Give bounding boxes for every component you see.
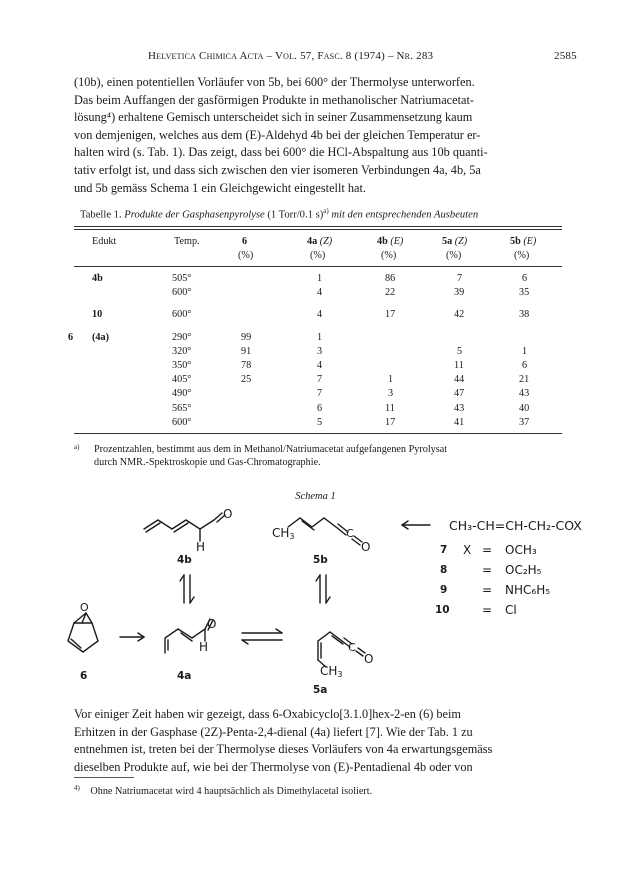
compound-label-5b: 5b	[313, 554, 328, 566]
table-cell: 1	[317, 273, 323, 284]
schema-title: Schema 1	[295, 491, 336, 502]
x-list-equals: =	[482, 603, 493, 617]
header-5b: 5b (E)	[510, 236, 537, 247]
atom-O-4a: O	[207, 617, 217, 631]
table-cell: 6	[522, 360, 528, 371]
table-cell: 320°	[172, 345, 192, 357]
equilibrium-4b-4a	[180, 575, 194, 603]
table-caption-conditions: (1 Torr/0.1 s)	[267, 209, 324, 221]
table-cell: 7	[457, 273, 463, 284]
table-caption-rest: mit den entsprechenden Ausbeuten	[331, 209, 479, 221]
atom-CH3-5b: $CH_3$	[272, 526, 295, 541]
header-6-unit: (%)	[238, 250, 254, 261]
journal-header: Helvetica Chimica Acta – Vol. 57, Fasc. 8 (1974) – Nr. 283	[148, 50, 434, 62]
text-line: Das beim Auffangen der gasförmigen Produkte in methanolischer Natriumacetat-	[74, 92, 474, 107]
header-6: 6	[242, 236, 248, 247]
x-list-number: 7	[440, 544, 448, 556]
atom-O-5b: O	[361, 540, 371, 554]
header-4b: 4b (E)	[377, 236, 404, 247]
table-cell: 78	[241, 360, 252, 371]
table-cell: 38	[519, 309, 530, 321]
table-caption-label: Tabelle 1.	[80, 209, 122, 221]
table-header-rule	[74, 266, 562, 267]
text-line: dieselben Produkte auf, wie bei der Thermolyse von (E)-Pentadienal 4b oder von	[74, 759, 473, 774]
table-top-rule	[74, 226, 562, 227]
x-list-number: 8	[440, 564, 448, 576]
table-cell: 405°	[172, 374, 192, 386]
text-line: von demjenigen, welches aus dem (E)-Aldehyd 4b bei der gleichen Temperatur er-	[74, 127, 481, 142]
header-4a-unit: (%)	[310, 250, 326, 261]
atom-O-4b: O	[223, 507, 233, 521]
table-footnote-line: durch NMR.-Spektroskopie und Gas-Chromatographie.	[94, 457, 321, 468]
header-temp: Temp.	[174, 236, 200, 247]
text-line: tativ erfolgt ist, und dass sich zwischen den vier isomeren Verbindungen 4a, 4b, 5a	[74, 162, 481, 177]
page-footnote	[74, 782, 372, 798]
compound-label-6: 6	[80, 670, 88, 682]
table-cell: 5	[457, 345, 463, 357]
text-line: und 5b gemäss Schema 1 ein Gleichgewicht eingestellt hat.	[74, 180, 366, 195]
table-cell: 39	[454, 287, 465, 299]
table-top-rule-double	[74, 229, 562, 230]
table-cell: 565°	[172, 402, 192, 414]
table-cell: 99	[241, 331, 252, 343]
header-5b-unit: (%)	[514, 250, 530, 261]
table-cell: 1	[388, 374, 394, 386]
structure-6	[68, 613, 98, 652]
atom-C-5b: C	[346, 527, 354, 540]
table-cell: 25	[241, 374, 252, 386]
table-cell: 41	[454, 416, 465, 428]
text-line: entnehmen ist, treten bei der Thermolyse dieses Vorläufers von 4a erwartungsgemäss	[74, 742, 493, 757]
atom-O-6: O	[80, 601, 89, 614]
table-caption-title: Produkte der Gasphasenpyrolyse	[124, 209, 265, 221]
general-formula: CH₃-CH=CH-CH₂-COX	[449, 518, 582, 533]
compound-label-4a: 4a	[177, 670, 192, 682]
table-cell: 600°	[172, 287, 192, 299]
x-list-symbol: X	[463, 543, 472, 557]
footnote-text: Ohne Natriumacetat wird 4 hauptsächlich als Dimethylacetal isoliert.	[90, 786, 373, 798]
table-cell: 4	[317, 309, 323, 321]
table-cell: 505°	[172, 273, 192, 284]
x-list-equals: =	[482, 543, 493, 557]
equilibrium-5b-5a	[316, 575, 330, 603]
table-cell: 17	[385, 309, 396, 321]
header-4b-unit: (%)	[381, 250, 397, 261]
header-4a: 4a (Z)	[307, 236, 333, 247]
table-cell: 35	[519, 287, 530, 299]
table-cell: 1	[522, 345, 528, 357]
table-cell: 6	[522, 273, 528, 284]
x-list-value: OC₂H₅	[505, 563, 542, 577]
table-cell: 47	[454, 388, 465, 400]
atom-CH3-5a: $CH_3$	[320, 664, 343, 679]
x-list-number: 10	[435, 604, 450, 616]
text-line: Erhitzen in der Gasphase (2Z)-Penta-2,4-dienal (4a) liefert [7]. Wie der Tab. 1 zu	[74, 724, 473, 739]
text-line: (10b), einen potentiellen Vorläufer von 5b, bei 600° der Thermolyse unterworfen.	[74, 75, 475, 89]
table-cell: 3	[388, 388, 394, 400]
x-list-value: NHC₆H₅	[505, 583, 551, 597]
table-cell: 4	[317, 360, 323, 371]
table-cell: 290°	[172, 331, 192, 343]
table-cell: 350°	[172, 360, 192, 371]
edukt-label: 10	[92, 309, 103, 321]
table-caption	[80, 207, 478, 221]
table-cell: 22	[385, 287, 396, 299]
table-cell: 600°	[172, 416, 192, 428]
table-cell: 7	[317, 388, 323, 400]
table-cell: 42	[454, 309, 465, 321]
table-caption-mark: a)	[323, 207, 329, 215]
header-5a-unit: (%)	[446, 250, 462, 261]
structure-4b	[144, 513, 225, 541]
table-cell: 43	[454, 402, 465, 414]
x-list-equals: =	[482, 563, 493, 577]
x-list-value: Cl	[505, 603, 517, 617]
atom-O-5a: O	[364, 652, 374, 666]
footnote-mark: 4)	[74, 784, 80, 792]
table-cell: 43	[519, 388, 530, 400]
structure-5a	[318, 632, 365, 667]
table-bottom-rule	[74, 433, 562, 434]
table-footnote-line: Prozentzahlen, bestimmt aus dem in Methanol/Natriumacetat aufgefangenen Pyrolysat	[94, 444, 448, 455]
table-cell: 11	[454, 360, 464, 371]
table-footnote	[74, 443, 562, 469]
page-number: 2585	[554, 50, 577, 62]
atom-H-4b: H	[196, 540, 206, 554]
table-cell: 86	[385, 273, 396, 284]
text-line: lösung⁴) erhaltene Gemisch unterscheidet sich in seiner Zusammensetzung kaum	[74, 110, 473, 125]
table-cell: 37	[519, 416, 530, 428]
table-cell: 4	[317, 287, 323, 299]
body-paragraph	[74, 706, 562, 776]
table-cell: 600°	[172, 309, 192, 321]
table-cell: 5	[317, 416, 323, 428]
edukt-label: 4b	[92, 273, 103, 284]
table-cell: 1	[317, 331, 323, 343]
edukt-label: (4a)	[92, 331, 109, 343]
intro-paragraph	[74, 74, 562, 197]
equilibrium-4a-5a	[242, 629, 282, 644]
header-edukt: Edukt	[92, 236, 117, 247]
x-list-value: OCH₃	[505, 543, 537, 557]
atom-C-5a: C	[348, 641, 356, 654]
atom-H-4a: H	[199, 640, 209, 654]
compound-prefix: 6	[68, 331, 74, 343]
header-5a: 5a (Z)	[442, 236, 468, 247]
table-cell: 490°	[172, 388, 192, 400]
table-cell: 17	[385, 416, 396, 428]
table-cell: 3	[317, 345, 323, 357]
footnote-separator	[74, 777, 134, 778]
x-list-equals: =	[482, 583, 493, 597]
text-line: halten wird (s. Tab. 1). Das zeigt, dass bei 600° die HCl-Abspaltung aus 10b quanti-	[74, 145, 488, 160]
text-line: Vor einiger Zeit haben wir gezeigt, dass 6-Oxabicyclo[3.1.0]hex-2-en (6) beim	[74, 707, 461, 721]
table-footnote-mark: a)	[74, 443, 80, 451]
compound-label-4b: 4b	[177, 554, 192, 566]
table-cell: 44	[454, 374, 465, 386]
table-cell: 91	[241, 345, 252, 357]
table-cell: 40	[519, 402, 530, 414]
table-cell: 7	[317, 374, 323, 386]
table-cell: 21	[519, 374, 530, 386]
table-cell: 11	[385, 402, 395, 414]
compound-label-5a: 5a	[313, 684, 328, 696]
table-cell: 6	[317, 402, 323, 414]
x-list-number: 9	[440, 584, 448, 596]
